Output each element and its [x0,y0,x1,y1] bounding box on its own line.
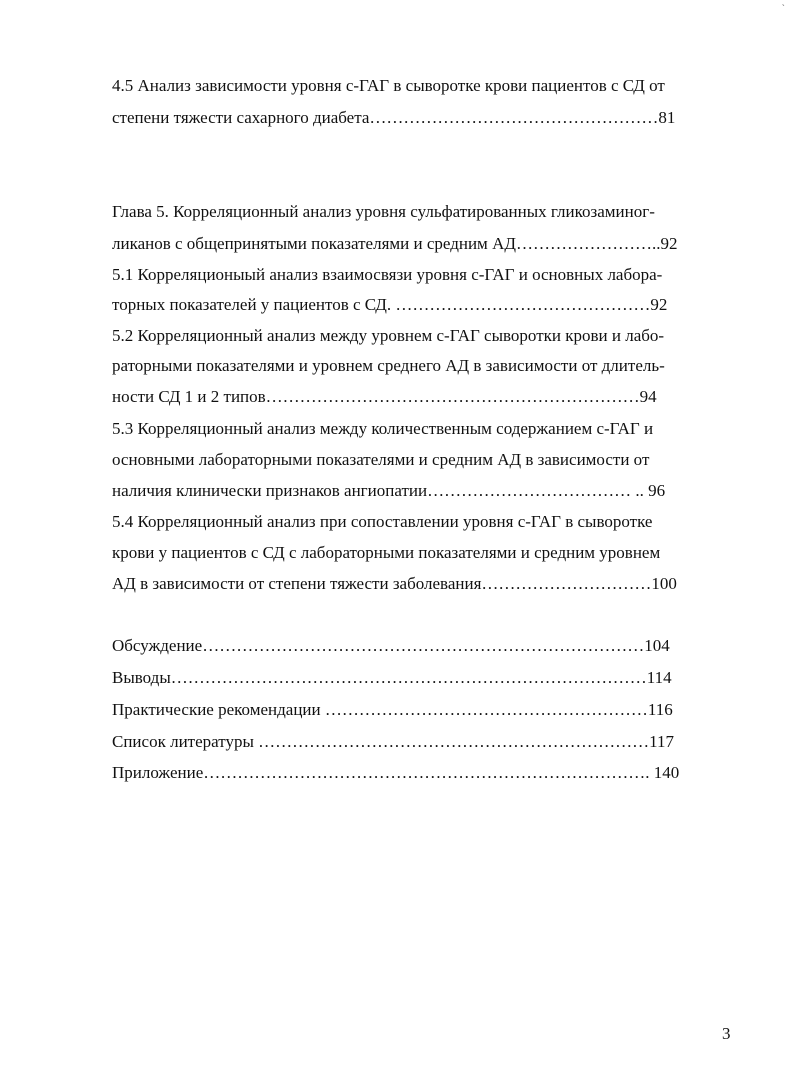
toc-line: АД в зависимости от степени тяжести заболевания…………………………100 [112,574,677,593]
toc-line: 5.3 Корреляционный анализ между количественным содержанием с-ГАГ и [112,419,654,438]
toc-line: 5.1 Корреляционыый анализ взаимосвязи уровня с-ГАГ и основных лабора- [112,265,663,284]
toc-line: основными лабораторными показателями и средним АД в зависимости от [112,450,650,469]
toc-line: раторными показателями и уровнем среднего АД в зависимости от длитель- [112,356,665,375]
toc-entry-appendix: Приложение……………………………………………………………………. 140 [112,763,680,782]
toc-line: ликанов с общепринятыми показателями и средним АД……………………..92 [112,234,678,253]
toc-line: Глава 5. Корреляционный анализ уровня сульфатированных гликозаминог- [112,202,655,221]
toc-line: степени тяжести сахарного диабета……………………………………………81 [112,108,676,127]
toc-line: крови у пациентов с СД с лабораторными показателями и средним уровнем [112,543,661,562]
toc-line: 4.5 Анализ зависимости уровня с-ГАГ в сыворотке крови пациентов с СД от [112,76,665,95]
corner-mark: ` [781,4,785,15]
toc-entry-recommendations: Практические рекомендации …………………………………………………116 [112,700,673,719]
toc-entry-conclusions: Выводы…………………………………………………………………………114 [112,668,672,687]
toc-entry-discussion: Обсуждение……………………………………………………………………104 [112,636,670,655]
toc-line: 5.4 Корреляционный анализ при сопоставлении уровня с-ГАГ в сыворотке [112,512,653,531]
toc-entry-references: Список литературы ……………………………………………………………117 [112,732,674,751]
toc-line: ности СД 1 и 2 типов…………………………………………………………94 [112,387,657,406]
toc-line: торных показателей у пациентов с СД. ………………………………………92 [112,295,668,314]
toc-line: 5.2 Корреляционный анализ между уровнем с-ГАГ сыворотки крови и лабо- [112,326,665,345]
toc-line: наличия клинически признаков ангиопатии……………………………… .. 96 [112,481,666,500]
page-number: 3 [722,1024,731,1043]
